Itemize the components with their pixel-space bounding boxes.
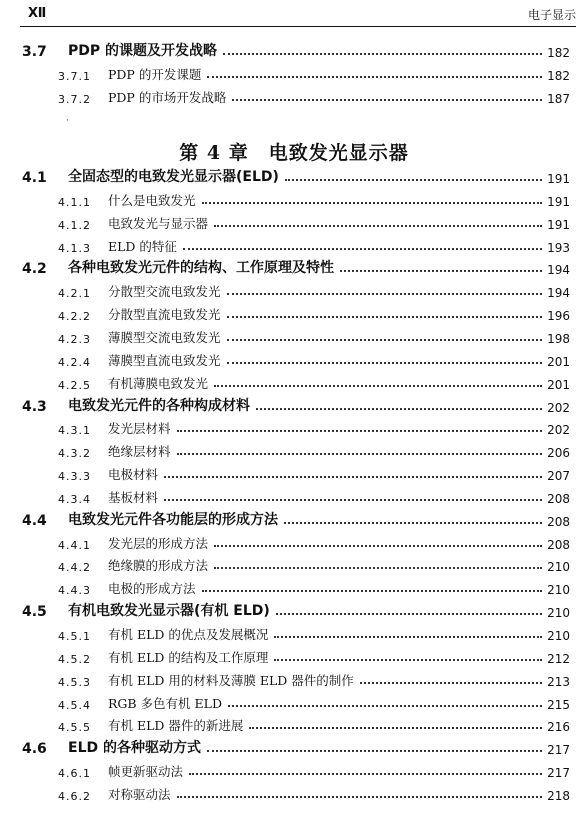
toc-subsection-row (0, 324, 588, 346)
entry-number: 4.4.2 (58, 561, 91, 575)
entry-page-number: 187 (547, 92, 570, 106)
entry-number: 4.3.4 (58, 492, 91, 506)
toc-subsection-row (0, 575, 588, 597)
page-header (20, 6, 576, 26)
entry-title: 分散型交流电致发光 (108, 284, 221, 300)
entry-title: PDP 的市场开发战略 (108, 90, 227, 105)
toc-subsection-row (0, 461, 588, 483)
entry-title: 有机 ELD 的结构及工作原理 (108, 649, 269, 665)
entry-title: 薄膜型交流电致发光 (108, 329, 221, 345)
entry-number: 4.6.2 (58, 789, 91, 803)
entry-number: 4.5 (22, 604, 47, 621)
entry-title: 薄膜型直流电致发光 (108, 352, 221, 368)
entry-number: 4.2.2 (58, 310, 91, 324)
dot-leader (276, 613, 542, 615)
toc-subsection-row (0, 644, 588, 666)
entry-number: 4.1.2 (58, 218, 91, 232)
entry-title: 发光层的形成方法 (108, 535, 209, 551)
dot-leader (202, 202, 543, 204)
entry-page-number: 191 (547, 172, 570, 186)
entry-page-number: 217 (547, 743, 570, 758)
toc-section-row (0, 393, 588, 415)
dot-leader (285, 179, 542, 181)
dot-leader (232, 99, 542, 101)
entry-page-number: 196 (547, 309, 570, 324)
toc-subsection-row (0, 484, 588, 506)
dot-leader (177, 796, 543, 798)
entry-page-number: 207 (547, 469, 570, 484)
entry-page-number: 191 (547, 217, 570, 232)
entry-page-number: 194 (547, 263, 570, 278)
entry-title: ELD 的各种驱动方式 (68, 740, 201, 757)
entry-title: 对称驱动法 (108, 786, 171, 802)
entry-number: 4.2.5 (58, 378, 91, 392)
entry-page-number: 202 (547, 423, 570, 438)
entry-title: PDP 的开发课题 (108, 67, 202, 82)
toc-section-row (0, 598, 588, 620)
dot-leader (214, 225, 542, 227)
toc-subsection-row (0, 552, 588, 574)
entry-page-number: 210 (547, 629, 570, 643)
entry-title: 绝缘膜的形成方法 (108, 558, 209, 574)
toc-subsection-row (0, 712, 588, 734)
dot-leader (214, 385, 542, 387)
dot-leader (214, 567, 542, 569)
entry-number: 4.5.3 (58, 675, 91, 689)
entry-title: 电极材料 (108, 467, 159, 483)
entry-title: 发光层材料 (108, 421, 171, 437)
entry-title: 电致发光元件各功能层的形成方法 (68, 511, 278, 528)
toc-subsection-row (0, 347, 588, 369)
toc-subsection-row (0, 370, 588, 392)
entry-title: RGB 多色有机 ELD (108, 695, 222, 711)
toc-section-row (0, 735, 588, 757)
entry-page-number: 194 (547, 286, 570, 301)
page-number: Ⅻ (28, 6, 47, 21)
toc-subsection-row (0, 61, 588, 83)
entry-number: 4.2.4 (58, 355, 91, 369)
dot-leader (249, 727, 542, 729)
toc-subsection-row (0, 667, 588, 689)
toc-subsection-row (0, 301, 588, 323)
entry-title: 有机 ELD 用的材料及薄膜 ELD 器件的制作 (108, 672, 354, 688)
dot-leader (202, 590, 543, 592)
running-title: 电子显示 (527, 8, 576, 22)
chapter-title: 电致发光显示器 (268, 142, 409, 164)
toc-subsection-row (0, 415, 588, 437)
toc-subsection-row (0, 690, 588, 712)
entry-number: 4.4.1 (58, 538, 91, 552)
entry-title: 有机电致发光显示器(有机 ELD) (68, 603, 270, 620)
entry-number: 4.3.1 (58, 424, 91, 438)
dot-leader (177, 430, 543, 432)
toc-subsection-row (0, 621, 588, 643)
toc-section-row (0, 255, 588, 277)
entry-title: 各种电致发光元件的结构、工作原理及特性 (68, 260, 334, 277)
entry-number: 4.2.1 (58, 287, 91, 301)
entry-title: 基板材料 (108, 489, 159, 505)
entry-number: 4.5.4 (58, 698, 91, 712)
dot-leader (284, 522, 542, 524)
toc-subsection-row (0, 187, 588, 209)
toc-subsection-row (0, 233, 588, 255)
entry-number: 3.7.1 (58, 70, 91, 83)
dot-leader (340, 270, 542, 272)
dot-leader (189, 773, 542, 775)
entry-title: 有机薄膜电致发光 (108, 375, 209, 391)
entry-page-number: 201 (547, 377, 570, 392)
entry-number: 4.2.3 (58, 332, 91, 346)
dot-leader (223, 53, 542, 55)
toc-section-row (0, 164, 588, 186)
entry-page-number: 210 (547, 606, 570, 621)
entry-number: 4.5.1 (58, 630, 91, 643)
entry-page-number: 218 (547, 788, 570, 803)
entry-title: 绝缘层材料 (108, 444, 171, 460)
entry-title: 有机 ELD 器件的新进展 (108, 718, 244, 734)
toc-subsection-row (0, 438, 588, 460)
entry-title: 电致发光元件的各种构成材料 (68, 397, 250, 414)
entry-title: 电致发光与显示器 (108, 215, 209, 231)
entry-title: 分散型直流电致发光 (108, 307, 221, 323)
entry-page-number: 193 (547, 240, 570, 255)
entry-page-number: 201 (547, 354, 570, 369)
entry-page-number: 198 (547, 331, 570, 346)
entry-page-number: 208 (547, 491, 570, 506)
chapter-label: 第 4 章 (179, 142, 249, 164)
toc-subsection-row (0, 758, 588, 780)
entry-page-number: 215 (547, 697, 570, 712)
dot-leader (177, 453, 543, 455)
toc-subsection-row (0, 84, 588, 106)
toc-subsection-row (0, 530, 588, 552)
entry-number: 4.5.2 (58, 652, 91, 666)
header-rule (20, 26, 576, 27)
toc-subsection-row (0, 278, 588, 300)
toc-subsection-row (0, 781, 588, 803)
dot-leader (164, 476, 542, 478)
entry-number: 3.7.2 (58, 93, 91, 106)
entry-number: 4.3.2 (58, 447, 91, 461)
entry-number: 4.2 (22, 261, 47, 278)
toc-section-row (0, 38, 588, 60)
stray-mark: · (66, 116, 69, 126)
dot-leader (227, 362, 543, 364)
dot-leader (183, 248, 542, 250)
entry-page-number: 208 (547, 537, 570, 552)
entry-page-number: 208 (547, 514, 570, 529)
entry-number: 4.4 (22, 512, 47, 529)
dot-leader (360, 682, 542, 684)
entry-number: 4.1 (22, 170, 47, 186)
entry-page-number: 210 (547, 560, 570, 575)
dot-leader (227, 316, 543, 318)
entry-number: 4.6.1 (58, 767, 91, 781)
entry-number: 4.3.3 (58, 470, 91, 484)
entry-page-number: 202 (547, 400, 570, 415)
dot-leader (214, 545, 542, 547)
entry-number: 4.6 (22, 741, 47, 758)
entry-number: 4.4.3 (58, 584, 91, 598)
entry-page-number: 213 (547, 674, 570, 689)
dot-leader (227, 339, 543, 341)
entry-page-number: 217 (547, 766, 570, 781)
entry-number: 4.5.5 (58, 721, 91, 735)
entry-title: 什么是电致发光 (108, 192, 196, 208)
dot-leader (207, 750, 542, 752)
entry-title: 有机 ELD 的优点及发展概况 (108, 627, 269, 642)
entry-number: 4.1.3 (58, 241, 91, 255)
toc-subsection-row (0, 210, 588, 232)
dot-leader (274, 636, 542, 638)
entry-title: 电极的形成方法 (108, 581, 196, 597)
dot-leader (256, 408, 542, 410)
entry-number: 4.3 (22, 398, 47, 415)
entry-page-number: 212 (547, 651, 570, 666)
entry-page-number: 182 (547, 69, 570, 83)
entry-page-number: 191 (547, 194, 570, 209)
entry-page-number: 206 (547, 446, 570, 461)
entry-title: 帧更新驱动法 (108, 764, 184, 780)
dot-leader (164, 499, 542, 501)
chapter-heading (0, 138, 588, 165)
entry-title: 全固态型的电致发光显示器(ELD) (68, 169, 279, 185)
entry-title: ELD 的特征 (108, 238, 177, 254)
dot-leader (207, 76, 542, 78)
entry-title: PDP 的课题及开发战略 (68, 43, 218, 59)
dot-leader (227, 293, 543, 295)
entry-page-number: 182 (547, 46, 570, 60)
entry-page-number: 216 (547, 720, 570, 735)
entry-number: 4.1.1 (58, 195, 91, 209)
entry-page-number: 210 (547, 583, 570, 598)
toc-section-row (0, 507, 588, 529)
entry-number: 3.7 (22, 44, 47, 60)
dot-leader (228, 705, 542, 707)
dot-leader (274, 659, 542, 661)
